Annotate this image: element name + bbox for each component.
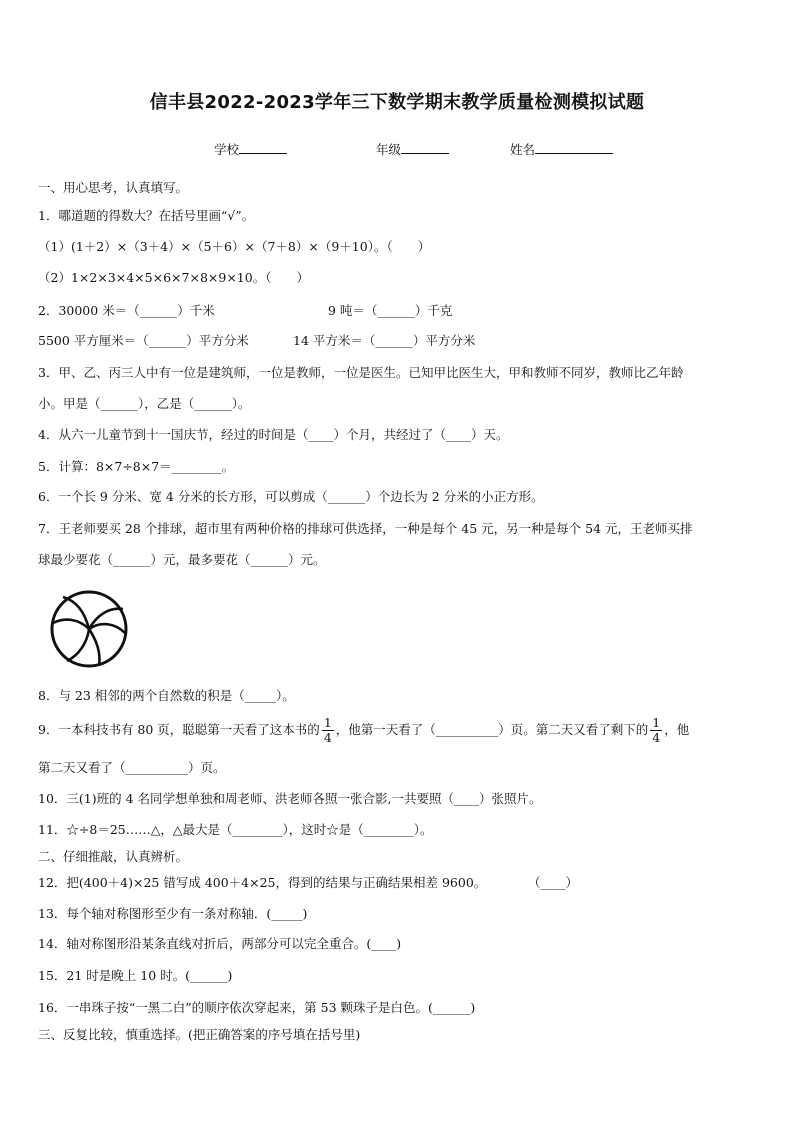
question-1-part-2: （2）1×2×3×4×5×6×7×8×9×10。（ ） <box>38 270 309 285</box>
question-9-text-1: 9．一本科技书有 80 页，聪聪第一天看了这本书的 <box>38 722 320 737</box>
question-5: 5．计算：8×7÷8×7＝________。 <box>38 459 235 474</box>
grade-field <box>376 140 449 158</box>
section-1-heading: 一、用心思考，认真填写。 <box>38 180 189 195</box>
question-9-line-1 <box>38 714 764 746</box>
name-label: 姓名 <box>510 142 536 157</box>
question-2-part-3: 5500 平方厘米＝（______）平方分米 <box>38 333 249 348</box>
fraction-denominator-2: 4 <box>652 730 661 745</box>
question-16: 16．一串珠子按“一黑二白”的顺序依次穿起来，第 53 颗珠子是白色。(______) <box>38 1000 476 1015</box>
question-9-text-2: ，他第一天看了（__________）页。第二天又看了剩下的 <box>335 722 649 737</box>
question-6: 6．一个长 9 分米、宽 4 分米的长方形，可以剪成（______）个边长为 2 分米的小正方形。 <box>38 489 544 504</box>
school-label: 学校 <box>214 142 240 157</box>
question-2-part-4: 14 平方米＝（______）平方分米 <box>293 333 476 348</box>
question-8: 8．与 23 相邻的两个自然数的积是（_____）。 <box>38 688 295 703</box>
school-blank <box>239 141 287 154</box>
fraction-denominator: 4 <box>323 730 332 745</box>
question-1: 1．哪道题的得数大？在括号里画“√”。 <box>38 208 255 223</box>
volleyball-image <box>49 589 129 669</box>
page-title: 信丰县2022-2023学年三下数学期末教学质量检测模拟试题 <box>149 92 645 113</box>
grade-blank <box>401 141 449 154</box>
question-7-line-1: 7．王老师要买 28 个排球，超市里有两种价格的排球可供选择，一种是每个 45 元，另一种是每个 54 元，王老师买排 <box>38 521 693 536</box>
section-3-heading: 三、反复比较，慎重选择。(把正确答案的序号填在括号里) <box>38 1027 361 1042</box>
question-2-part-1: 2．30000 米＝（______）千米 <box>38 303 215 318</box>
school-field <box>214 140 287 158</box>
question-15: 15．21 时是晚上 10 时。(______) <box>38 968 233 983</box>
fraction-numerator: 1 <box>323 715 332 730</box>
question-7-line-2: 球最少要花（______）元，最多要花（______）元。 <box>38 552 326 567</box>
name-field <box>510 140 613 158</box>
question-3-line-2: 小。甲是（______），乙是（______）。 <box>38 396 251 411</box>
grade-label: 年级 <box>376 142 402 157</box>
question-10: 10．三(1)班的 4 名同学想单独和周老师、洪老师各照一张合影,一共要照（____）张照片。 <box>38 791 542 806</box>
question-12-answer: （____） <box>528 875 579 890</box>
fraction-one-quarter-2 <box>650 716 662 745</box>
question-13: 13．每个轴对称图形至少有一条对称轴．(_____) <box>38 906 308 921</box>
fraction-one-quarter <box>322 716 334 745</box>
question-14: 14．轴对称图形沿某条直线对折后，两部分可以完全重合。(____) <box>38 936 402 951</box>
fraction-numerator-2: 1 <box>652 715 661 730</box>
question-12: 12．把(400＋4)×25 错写成 400＋4×25，得到的结果与正确结果相差 9600。 <box>38 875 487 890</box>
question-9-line-2: 第二天又看了（__________）页。 <box>38 760 226 775</box>
question-3-line-1: 3．甲、乙、丙三人中有一位是建筑师，一位是教师，一位是医生。已知甲比医生大，甲和教师不同岁，教师比乙年龄 <box>38 365 684 380</box>
question-11: 11．☆÷8＝25……△，△最大是（________），这时☆是（________）。 <box>38 822 433 837</box>
name-blank <box>535 141 613 154</box>
question-2-part-2: 9 吨＝（______）千克 <box>328 303 453 318</box>
question-1-part-1: （1）(1＋2）×（3＋4）×（5＋6）×（7＋8）×（9＋10）。（ ） <box>38 239 431 254</box>
question-4: 4．从六一儿童节到十一国庆节，经过的时间是（____）个月，共经过了（____）天。 <box>38 427 509 442</box>
section-2-heading: 二、仔细推敲，认真辨析。 <box>38 849 189 864</box>
question-9-text-3: ，他 <box>664 722 690 737</box>
